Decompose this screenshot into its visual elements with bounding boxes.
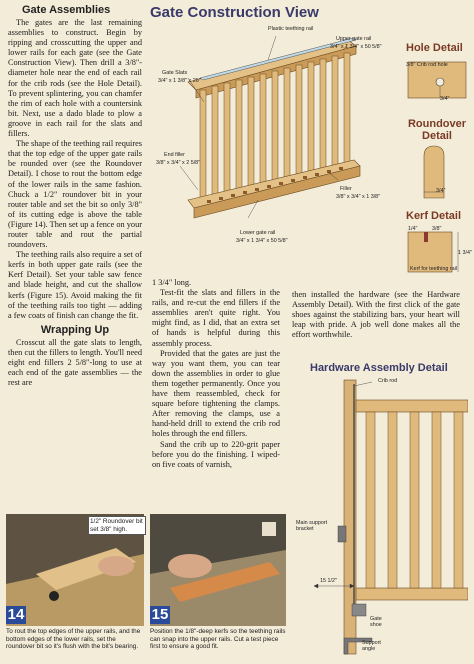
kerf-dim-1: 1/4" <box>408 226 418 232</box>
figure-15-caption: Position the 1/8"-deep kerfs so the teething rails can snap into the upper rails. Cut a test piece first to ensure a good fit. <box>150 628 286 651</box>
paragraph: The teething rails also require a set of kerfs in both upper gate rails (see the Kerf Detail). Set your table saw fence and blade height, and cut the shallow kerfs (Figure 15). Avoid making the fit of the teething rails too tight — adding a few coats of finish can change the fit. <box>8 250 142 320</box>
paragraph: The shape of the teething rail requires that the top edge of the upper gate rails be rounded over (see the Roundover Detail). I chose to rout the bottom edge of the lower rails in the same fashion. Chuck a 1/2" roundover bit in your router table and set the bit so only 3/8" of its cutting edge is above the table (Figure 14). Then set up a fence on your router table and rout the partial roundovers. <box>8 139 142 250</box>
label-lower-rail-dim: 3/4" x 1 3/4" x 50 5/8" <box>236 238 288 244</box>
gate-construction-drawing <box>148 20 398 260</box>
label-filler-dim: 3/8" x 3/4" x 1 3/8" <box>336 194 381 200</box>
label-gate-shoe: Gate shoe <box>370 616 382 629</box>
label-filler: Filler <box>340 186 352 192</box>
figure-14-number: 14 <box>7 606 25 623</box>
roundover-detail-title: Roundover Detail <box>407 118 467 142</box>
label-gate-slats-dim: 3/4" x 1 3/8" x 26" <box>158 78 201 84</box>
label-upper-rail-dim: 3/4" x 1 3/4" x 50 5/8" <box>330 44 382 50</box>
subheading: Wrapping Up <box>40 323 110 336</box>
kerf-dim-3: 1 3/4" <box>458 250 472 256</box>
label-lower-rail: Lower gate rail <box>240 230 276 236</box>
paragraph: Crosscut all the gate slats to length, then cut the fillers to length. You'll need eight end fillers 2 5/8"-long to use at each end of the gate assemblies — the rest are <box>8 337 142 388</box>
right-column <box>292 290 460 340</box>
left-column <box>8 18 142 388</box>
middle-column <box>152 278 280 470</box>
figure-14-caption: To rout the top edges of the upper rails, and the bottom edges of the lower rails, set the roundover bit so it's flush with the bit's bearing. <box>6 628 141 651</box>
label-hardware-dim: 15 1/2" <box>320 578 337 584</box>
label-end-filler: End filler <box>164 152 185 158</box>
figure-15-number: 15 <box>151 606 169 623</box>
paragraph: Provided that the gates are just the way you want them, you can tear down the assemblies in order to glue them together permanently. Once you have them reassembled, check for square before tightening the clamps. After removing the clamps, use a hand-held drill to extend the crib rod holes through the end fillers. <box>152 348 280 439</box>
label-end-filler-dim: 3/8" x 3/4" x 2 5/8" <box>156 160 201 166</box>
paragraph: then installed the hardware (see the Hardware Assembly Detail). With the first click of the gate shoes against the stabilizing bars, your heart will leap with pride. A job well done makes all the effort worthwhile. <box>292 290 460 340</box>
roundover-dim: 3/4" <box>436 188 446 194</box>
label-support-angle: Support angle <box>362 640 381 653</box>
section-heading: Gate Assemblies <box>22 4 111 16</box>
paragraph: Sand the crib up to 220-grit paper before you do the finishing. I wiped-on five coats of varnish, <box>152 439 280 469</box>
kerf-detail-title: Kerf Detail <box>406 210 462 222</box>
hole-detail-title: Hole Detail <box>406 42 463 54</box>
roundover-detail-drawing <box>402 142 470 204</box>
label-gate-slats: Gate Slats <box>162 70 188 76</box>
hardware-detail-title: Hardware Assembly Detail <box>310 362 448 374</box>
paragraph: 1 3/4" long. <box>152 278 192 287</box>
label-teething-rail: Plastic teething rail <box>268 26 314 32</box>
paragraph: Test-fit the slats and fillers in the rails, and re-cut the end fillers if the assemblies aren't quite right. You might find, as I did, that an extra set of hands is helpful during this assembly process. <box>152 288 280 348</box>
kerf-dim-2: 3/8" <box>432 226 442 232</box>
kerf-label: Kerf for teething rail <box>410 266 458 272</box>
figure-15-photo <box>150 514 286 626</box>
label-upper-rail: Upper gate rail <box>336 36 372 42</box>
label-main-support-bracket: Main support bracket <box>296 520 328 533</box>
hole-label: 3/8" Crib rod hole <box>406 62 448 68</box>
figure-15-image <box>150 514 286 626</box>
figure-14-callout: 1/2" Roundover bit set 3/8" high. <box>88 516 146 535</box>
page-title: Gate Construction View <box>150 4 319 21</box>
paragraph: The gates are the last remaining assemblies to construct. Begin by ripping and crosscutting the upper and lower rails for each gate (see the Gate Construction View). Then drill a 3/8"-diameter hole near the end of each rail for the crib rods (see the Hole Detail). To prevent splintering, you can chamfer the rim of each hole with a countersink bit. Next, use a dado blade to plow a groove in each rail for the slats and fillers. <box>8 18 142 139</box>
hole-dim: 3/4" <box>440 96 450 102</box>
label-crib-rod: Crib rod <box>378 378 398 384</box>
